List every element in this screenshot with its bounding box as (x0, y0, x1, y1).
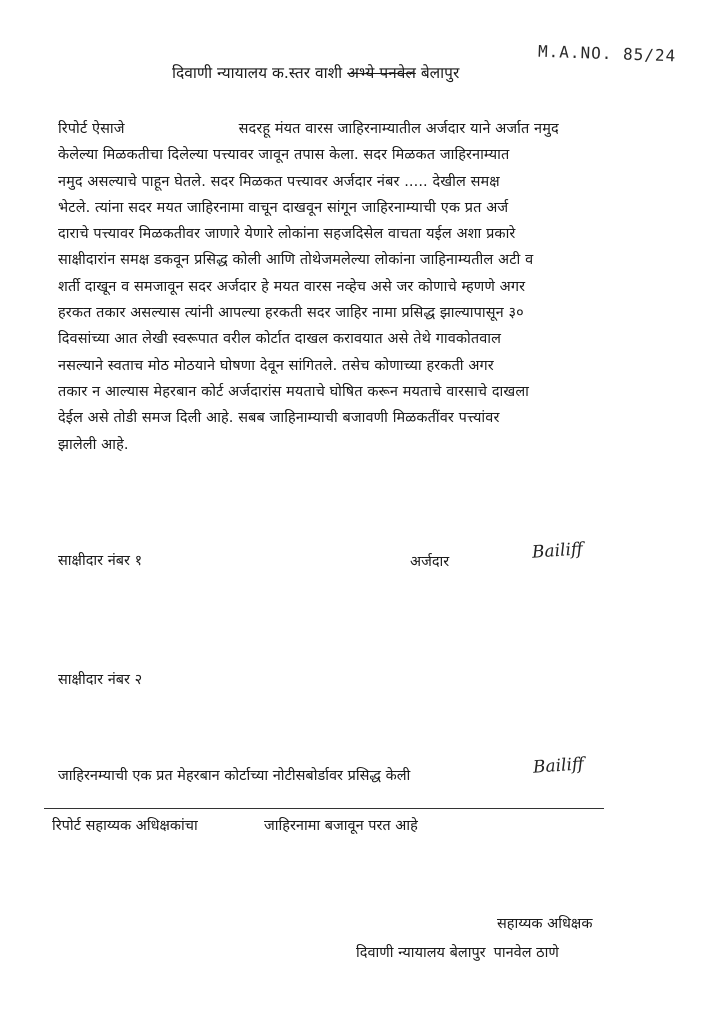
report-line-text: शर्ती दाखून व समजावून सदर अर्जदार हे मयत वारस नव्हेच असे जर कोणाचे म्हणणे अगर (58, 278, 526, 295)
applicant-label: अर्जदार (410, 554, 450, 570)
report-line-text: केलेल्या मिळकतीचा दिलेल्या पत्त्यावर जावून तपास केला. सदर मिळकत जाहिरनाम्यात (58, 147, 510, 164)
assistant-report-label: रिपोर्ट सहाय्यक अधिक्षकांचा (52, 818, 198, 834)
notice-published-text: जाहिरनम्याची एक प्रत मेहरबान कोर्टाच्या नोटीसबोर्डावर प्रसिद्ध केली (58, 768, 411, 784)
court-title-struck: अभ्ये पनवेल (347, 64, 416, 82)
report-line-text: झालेली आहे. (58, 436, 129, 453)
report-line-text: नमुद असल्याचे पाहून घेतले. सदर मिळकत पत्त्यावर अर्जदार नंबर ..... देखील समक्ष (58, 173, 500, 190)
report-line-text: दाराचे पत्त्यावर मिळकतीवर जाणारे येणारे लोकांना सहजदिसेल वाचता यईल अशा प्रकारे (58, 226, 516, 243)
report-line (58, 274, 670, 300)
report-line-text: तकार न आल्यास मेहरबान कोर्ट अर्जदारांस मयताचे घोषित करून मयताचे वारसाचे दाखला (58, 383, 530, 400)
report-line (58, 169, 670, 195)
report-line (58, 195, 670, 221)
court-name-part1: दिवाणी न्यायालय बेलापुर (356, 945, 486, 961)
report-line (58, 300, 670, 326)
report-line (58, 221, 670, 247)
report-line (58, 142, 670, 168)
report-line-text: साक्षीदारांन समक्ष डकवून प्रसिद्ध कोली आणि तोथेजमलेल्या लोकांना जाहिनाम्यतील अटी व (58, 252, 534, 269)
report-line (58, 326, 670, 352)
report-line (58, 116, 670, 142)
report-line (58, 432, 670, 458)
report-line-text: हरकत तकार असल्यास त्यांनी आपल्या हरकती सदर जाहिर नामा प्रसिद्ध झाल्यापासून ३० (58, 305, 524, 322)
designation: सहाय्यक अधिक्षक (497, 916, 593, 932)
witness-2-label: साक्षीदार नंबर २ (58, 672, 143, 688)
report-lead: रिपोर्ट ऐसाजे (58, 121, 125, 137)
court-name (356, 942, 559, 962)
report-line (58, 405, 670, 431)
report-line (58, 247, 670, 273)
report-line-text: देईल असे तोडी समज दिली आहे. सबब जाहिनाम्याची बजावणी मिळकतींवर पत्त्यांवर (58, 410, 500, 427)
report-line-text: भेटले. त्यांना सदर मयत जाहिरनामा वाचून दाखवून सांगून जाहिरनाम्याची एक प्रत अर्ज (58, 199, 509, 216)
bailiff-signature: Bailiff (531, 539, 584, 563)
bailiff-signature: Bailiff (532, 754, 585, 778)
report-line (58, 379, 670, 405)
divider-line (44, 808, 604, 809)
report-line-text: दिवसांच्या आत लेखी स्वरूपात वरील कोर्टात दाखल करावयात असे तेथे गावकोतवाल (58, 331, 502, 348)
court-title (172, 61, 459, 83)
report-paragraph (58, 116, 670, 458)
report-line (58, 353, 670, 379)
case-number: M.A.NO. 85/24 (537, 41, 677, 66)
returned-text: जाहिरनामा बजावून परत आहे (264, 818, 418, 834)
witness-1-label: साक्षीदार नंबर १ (58, 553, 143, 569)
court-title-start: दिवाणी न्यायालय क.स्तर वाशी (172, 64, 343, 82)
report-line-text: नसल्याने स्वताच मोठ मोठयाने घोषणा देवून सांगितले. तसेच कोणाच्या हरकती अगर (58, 357, 494, 374)
report-line-text: सदरहू मंयत वारस जाहिरनाम्यातील अर्जदार याने अर्जात नमुद (238, 121, 559, 137)
court-title-end: बेलापुर (420, 64, 460, 82)
court-name-part2: पानवेल ठाणे (493, 945, 559, 961)
